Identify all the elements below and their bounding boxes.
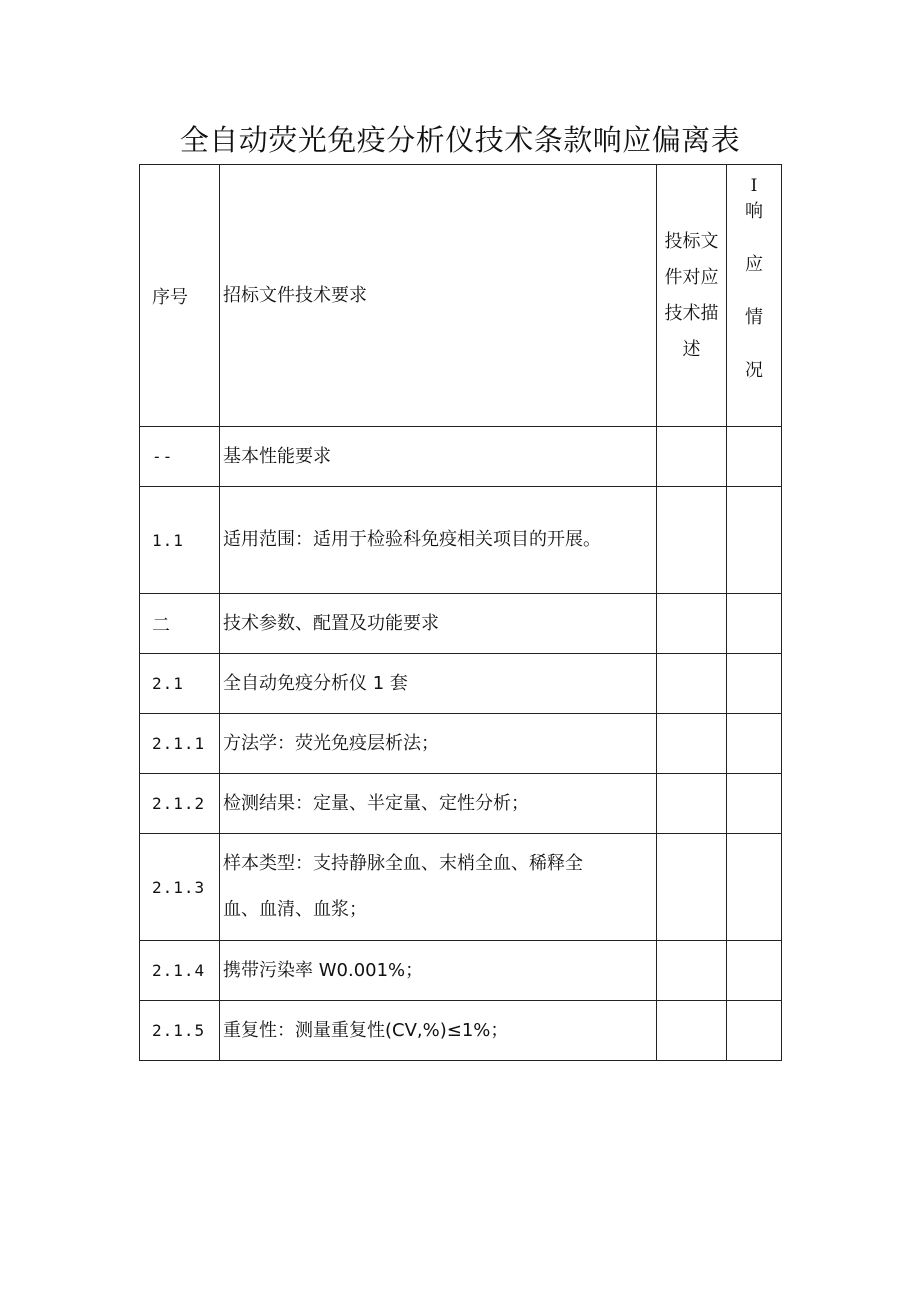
row-requirement: 技术参数、配置及功能要求 [220, 594, 657, 654]
header-response-marker: I [750, 176, 758, 196]
row-doc-cell [657, 487, 727, 594]
table-row [140, 834, 782, 941]
row-doc-cell [657, 834, 727, 941]
row-requirement: 检测结果：定量、半定量、定性分析； [220, 774, 657, 834]
page-title: 全自动荧光免疫分析仪技术条款响应偏离表 [179, 123, 741, 157]
table-row [140, 714, 782, 774]
table-row [140, 487, 782, 594]
row-doc-cell [657, 714, 727, 774]
row-response-cell [727, 594, 782, 654]
row-requirement: 基本性能要求 [220, 427, 657, 487]
header-doc-line: 述 [682, 338, 701, 360]
header-response-line: 应 [745, 254, 763, 275]
row-requirement: 携带污染率 W0.001%； [220, 941, 657, 1001]
row-requirement: 重复性：测量重复性(CV,%)≤1%； [220, 1001, 657, 1061]
row-doc-cell [657, 774, 727, 834]
table-row [140, 1001, 782, 1061]
row-seq: 2.1.5 [140, 1001, 220, 1061]
header-doc-line: 投标文 [664, 230, 719, 252]
row-doc-cell [657, 654, 727, 714]
table-row [140, 654, 782, 714]
row-response-cell [727, 1001, 782, 1061]
row-doc-cell [657, 594, 727, 654]
row-seq: 2.1.2 [140, 774, 220, 834]
row-response-cell [727, 941, 782, 1001]
header-response-line: 响 [745, 201, 763, 222]
table-row [140, 427, 782, 487]
row-doc-cell [657, 941, 727, 1001]
row-response-cell [727, 834, 782, 941]
row-response-cell [727, 487, 782, 594]
row-requirement: 适用范围：适用于检验科免疫相关项目的开展。 [220, 487, 657, 594]
table-row [140, 594, 782, 654]
deviation-table [139, 164, 782, 1061]
header-doc-line: 技术描 [664, 302, 719, 324]
row-requirement: 方法学：荧光免疫层析法； [220, 714, 657, 774]
header-seq: 序号 [140, 165, 220, 427]
row-response-cell [727, 774, 782, 834]
row-doc-cell [657, 1001, 727, 1061]
row-seq: 2.1.3 [140, 834, 220, 941]
table-row [140, 941, 782, 1001]
header-response-line: 情 [745, 307, 763, 328]
row-seq: -- [140, 427, 220, 487]
row-response-cell [727, 714, 782, 774]
row-response-cell [727, 427, 782, 487]
row-requirement: 全自动免疫分析仪 1 套 [220, 654, 657, 714]
header-response-line: 况 [745, 360, 763, 381]
table-header-row [140, 165, 782, 427]
row-requirement: 样本类型：支持静脉全血、末梢全血、稀释全血、血清、血浆； [220, 834, 657, 941]
row-seq: 2.1.1 [140, 714, 220, 774]
header-doc-line: 件对应 [664, 266, 719, 288]
row-seq: 2.1.4 [140, 941, 220, 1001]
header-requirement: 招标文件技术要求 [220, 165, 657, 427]
table-row [140, 774, 782, 834]
row-seq: 二 [140, 594, 220, 654]
header-doc-description [657, 165, 727, 427]
header-response [727, 165, 782, 427]
row-response-cell [727, 654, 782, 714]
row-seq: 2.1 [140, 654, 220, 714]
row-doc-cell [657, 427, 727, 487]
row-seq: 1.1 [140, 487, 220, 594]
